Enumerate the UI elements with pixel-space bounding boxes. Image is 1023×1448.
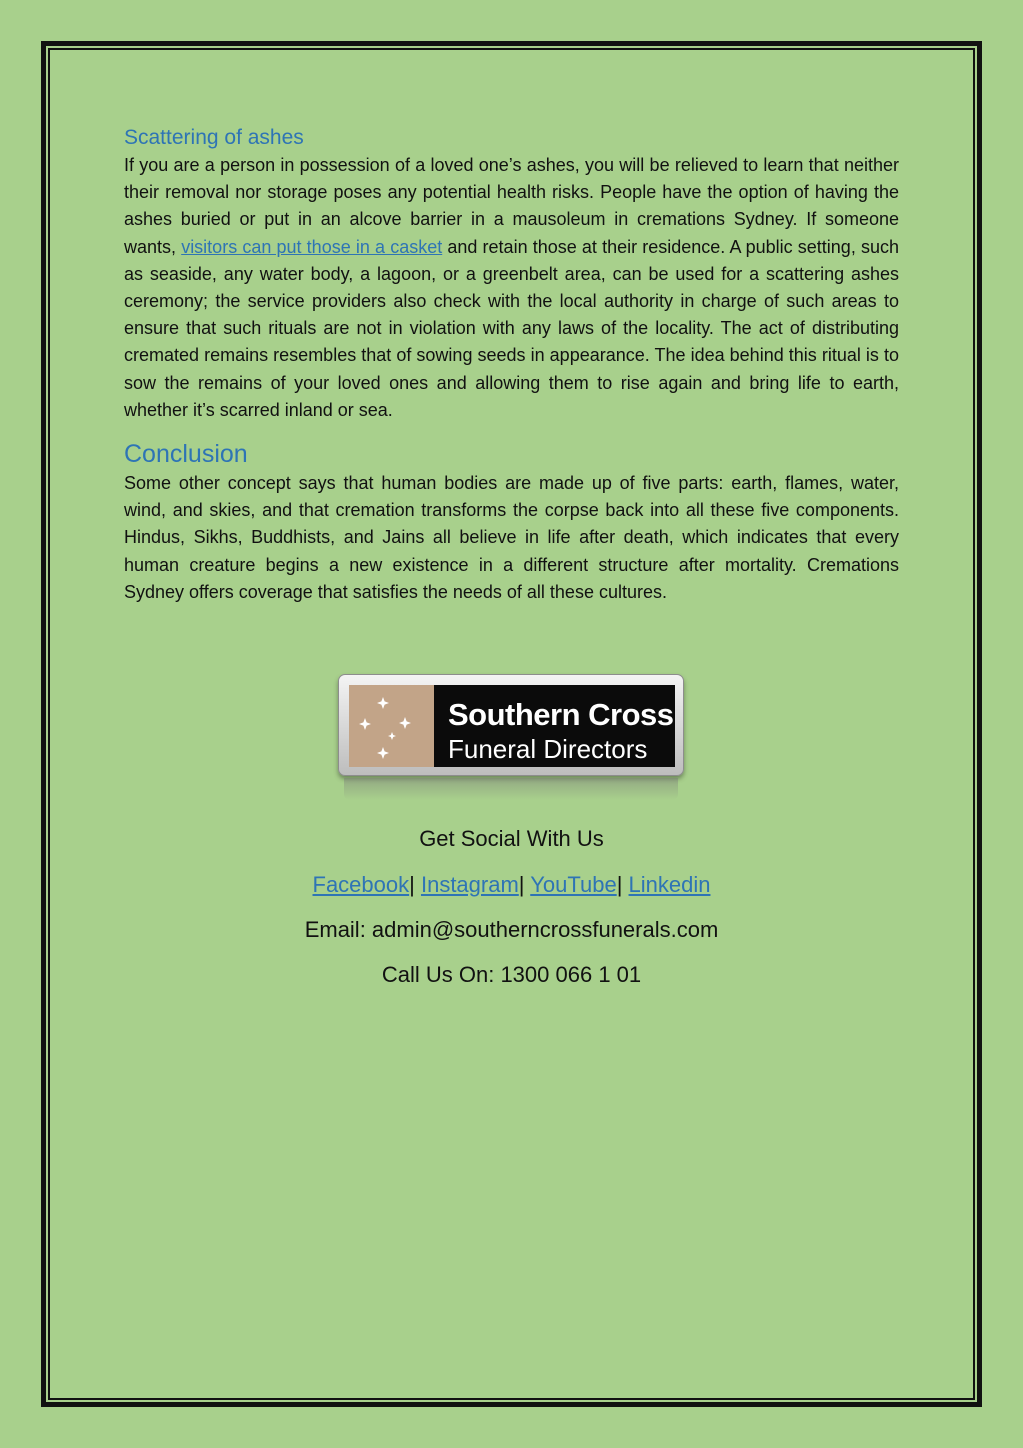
link-separator: | — [518, 872, 525, 897]
logo-plate — [338, 674, 684, 776]
southern-cross-stars-icon — [349, 685, 434, 767]
scattering-paragraph — [124, 152, 899, 424]
youtube-link[interactable]: YouTube — [530, 872, 617, 897]
contact-phone: Call Us On: 1300 066 1 01 — [381, 962, 642, 987]
facebook-link[interactable]: Facebook — [312, 872, 410, 897]
scattering-heading: Scattering of ashes — [124, 126, 304, 149]
logo-title: Southern Cross — [448, 697, 674, 732]
social-heading: Get Social With Us — [419, 826, 604, 851]
logo-subtitle: Funeral Directors — [448, 734, 648, 764]
logo-wordmark-panel — [434, 685, 675, 767]
contact-email: Email: admin@southerncrossfunerals.com — [304, 917, 719, 942]
link-separator: | — [616, 872, 623, 897]
conclusion-heading: Conclusion — [124, 440, 248, 469]
scattering-text-start: If you are a person in possession of a loved one’s ashes, you will be relieved to learn that neither their removal nor storage poses any potential health risks. People have the option of having the ashes buried or put in an alcove barrier in a mausoleum in cremations Sydney. If someone wants, — [124, 155, 899, 257]
social-links — [48, 872, 975, 898]
scattering-text-end: and retain those at their residence. A public setting, such as seaside, any water body, a lagoon, or a greenbelt area, can be used for a scattering ashes ceremony; the service providers also check with the local authority in charge of such areas to ensure that such rituals are not in violation with any laws of the locality. The act of distributing cremated remains resembles that of sowing seeds in appearance. The idea behind this ritual is to sow the remains of your loved ones and allowing them to rise again and bring life to earth, whether it’s scarred inland or sea. — [124, 236, 899, 420]
instagram-link[interactable]: Instagram — [420, 872, 519, 897]
linkedin-link[interactable]: Linkedin — [628, 872, 711, 897]
conclusion-paragraph: Some other concept says that human bodies are made up of five parts: earth, flames, water, wind, and skies, and that cremation transforms the corpse back into all these five components. Hindus, Sikhs, Buddhists, and Jains all believe in life after death, which indicates that every human creature begins a new existence in a different structure after mortality. Cremations Sydney offers coverage that satisfies the needs of all these cultures. — [124, 473, 899, 602]
logo-reflection — [344, 778, 678, 800]
article-content — [124, 124, 899, 606]
company-logo — [338, 674, 684, 802]
casket-link[interactable]: visitors can put those in a casket — [181, 236, 443, 257]
link-separator: | — [409, 872, 415, 897]
